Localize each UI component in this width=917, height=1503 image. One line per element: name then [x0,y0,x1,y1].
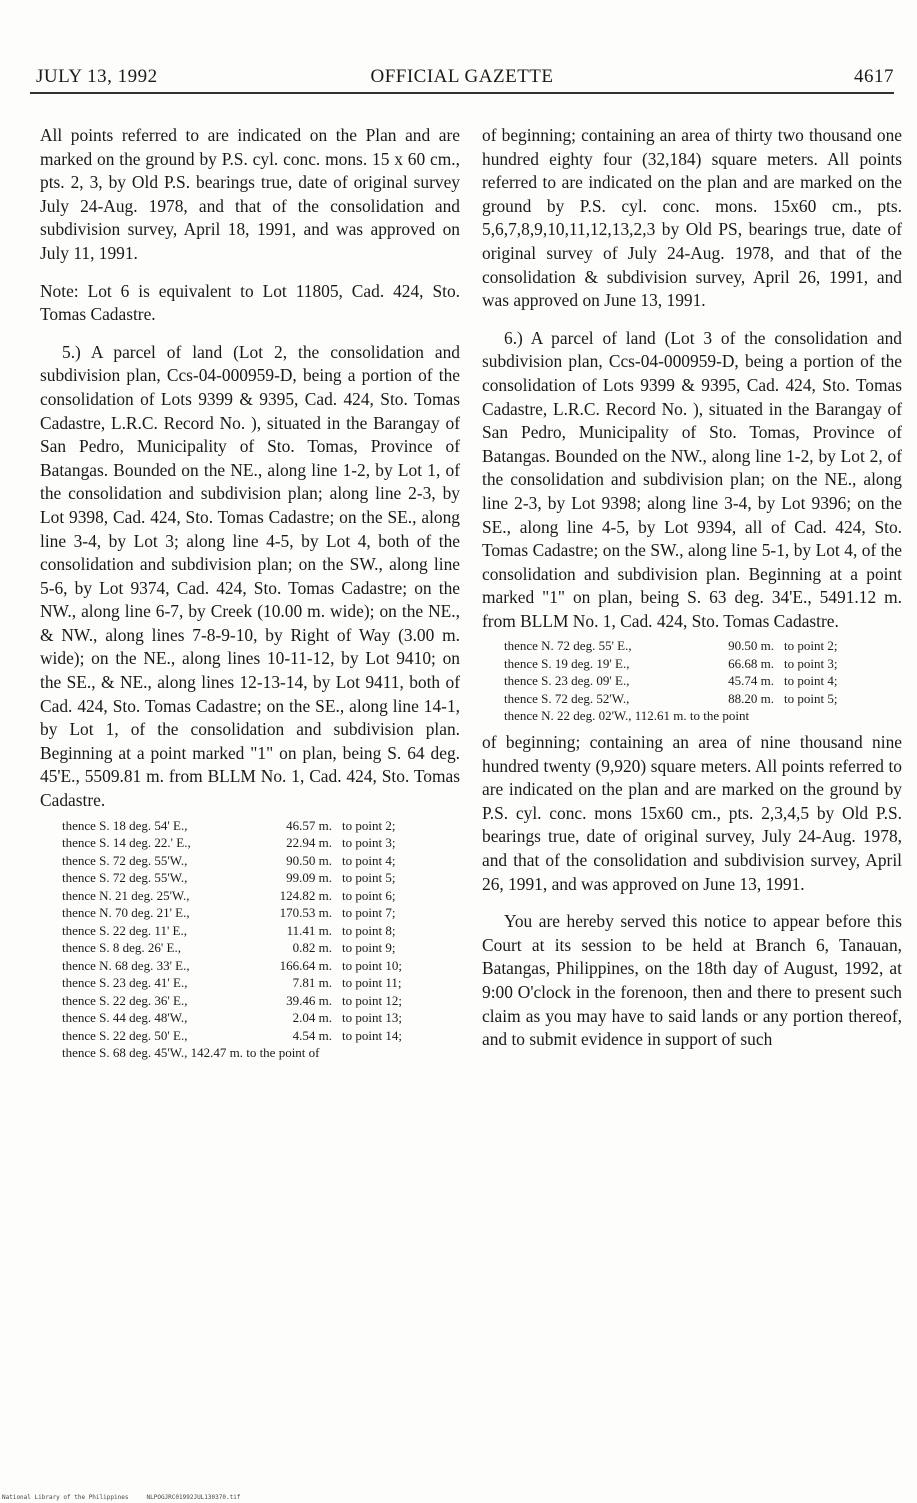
traverse-distance: 22.94 m. [286,835,332,851]
traverse-distance: 4.54 m. [292,1027,332,1043]
traverse-bearing: thence S. 8 deg. 26' E., [62,940,181,956]
right-column [482,124,902,1066]
traverse-distance: 170.53 m. [279,905,332,921]
traverse-bearing: thence S. 18 deg. 54' E., [62,817,188,833]
traverse-destination: to point 11; [342,975,402,991]
traverse-distance: 66.68 m. [728,655,774,671]
traverse-distance: 124.82 m. [279,887,332,903]
left-column [40,124,460,1068]
traverse-destination: to point 3; [784,655,838,671]
paragraph-area-lot-2: of beginning; containing an area of thirty two thousand one hundred eighty four (32,184) square meters. All points referred to are indicated on the plan and are marked on the ground by P.S. cyl. conc. mons. 15x60 cm., pts. 5,6,7,8,9,10,11,12,13,2,3 by Old PS, bearings true, date of original survey of July 24-Aug. 1978, and that of the consolidation & subdivision survey, April 26, 1991, and was approved on June 13, 1991. [482,125,902,311]
traverse-distance: 2.04 m. [292,1010,332,1026]
traverse-bearing: thence S. 72 deg. 55'W., [62,852,188,868]
traverse-destination: to point 9; [342,940,396,956]
traverse-distance: 90.50 m. [728,638,774,654]
traverse-destination: to point 5; [784,690,838,706]
traverse-bearing: thence S. 72 deg. 52'W., [504,690,630,706]
paragraph-lot-5: 5.) A parcel of land (Lot 2, the consolidation and subdivision plan, Ccs-04-000959-D, being a portion of the consolidation of Lots 9399 & 9395, Cad. 424, Sto. Tomas Cadastre, L.R.C. Record No. ), situated in the Barangay of San Pedro, Municipality of Sto. Tomas, Province of Batangas. Bounded on the NE., along line 1-2, by Lot 1, of the consolidation and subdivision plan; along line 2-3, by Lot 9398, Cad. 424, Sto. Tomas Cadastre; on the SE., along line 3-4, by Lot 3; along line 4-5, by Lot 4, both of the consolidation and subdivision plan; on the SW., along line 5-6, by Lot 9374, Cad. 424, Sto. Tomas Cadastre; on the NW., along line 6-7, by Creek (10.00 m. wide); on the NE., & NW., along lines 7-8-9-10, by Right of Way (3.00 m. wide); on the NE., along lines 10-11-12, by Lot 9410; on the SE., & NE., along lines 12-13-14, by Lot 9411, both of Cad. 424, Sto. Tomas Cadastre; on the SE., along line 14-1, by Lot 1, of the consolidation and subdivision plan. Beginning at a point marked "1" on plan, being S. 64 deg. 45'E., 5509.81 m. from BLLM No. 1, Cad. 424, Sto. Tomas Cadastre. [40,341,460,811]
page-number: 4617 [854,66,894,87]
traverse-row [482,690,902,708]
traverse-row [482,672,902,690]
traverse-bearing: thence S. 14 deg. 22.' E., [62,835,191,851]
traverse-row [40,834,460,852]
traverse-distance: 0.82 m. [292,940,332,956]
traverse-destination: to point 13; [342,1010,402,1026]
traverse-row [40,939,460,957]
traverse-distance: 45.74 m. [728,673,774,689]
traverse-bearing: thence N. 72 deg. 55' E., [504,638,632,654]
file-id: NLPOGJRC01992JUL130370.tif [146,1494,241,1501]
traverse-destination: to point 12; [342,992,402,1008]
traverse-row [482,655,902,673]
traverse-row [40,1009,460,1027]
traverse-bearing: thence S. 23 deg. 09' E., [504,673,630,689]
traverse-destination: to point 10; [342,957,402,973]
traverse-final-row: thence S. 68 deg. 45'W., 142.47 m. to the point of [62,1045,320,1061]
traverse-destination: to point 7; [342,905,396,921]
paragraph-area-lot-3: of beginning; containing an area of nine thousand nine hundred twenty (9,920) square meters. All points referred to are indicated on the plan and are marked on the ground by P.S. cyl. conc. mons 15x60 cm., pts. 2,3,4,5 by Old P.S. bearings true, date of original survey, July 24-Aug. 1978, and that of the consolidation and subdivision survey, April 26, 1991, and was approved on June 13, 1991. [482,731,902,894]
traverse-distance: 166.64 m. [279,957,332,973]
traverse-destination: to point 2; [342,817,396,833]
traverse-bearing: thence S. 44 deg. 48'W., [62,1010,188,1026]
traverse-final-row: thence N. 22 deg. 02'W., 112.61 m. to the point [504,708,750,724]
traverse-bearing: thence S. 22 deg. 50' E., [62,1027,188,1043]
issue-date: JULY 13, 1992 [36,66,158,87]
paragraph-lot-6: 6.) A parcel of land (Lot 3 of the consolidation and subdivision plan, Ccs-04-000959-D, being a portion of the consolidation of Lots 9399 & 9395, Cad. 424, Sto. Tomas Cadastre, L.R.C. Record No. ), situated in the Barangay of San Pedro, Municipality of Sto. Tomas, Province of Batangas. Bounded on the NW., along line 1-2, by Lot 2, of the consolidation and subdivision plan; on the NE., along line 2-3, by Lot 9398; along line 3-4, by Lot 9396; on the SE., along line 4-5, by Lot 9394, all of Cad. 424, Sto. Tomas Cadastre; on the SW., along line 5-1, by Lot 4, of the consolidation and subdivision plan. Beginning at a point marked "1" on plan, being S. 63 deg. 34'E., 5491.12 m. from BLLM No. 1, Cad. 424, Sto. Tomas Cadastre. [482,327,902,631]
library-credit: National Library of the Philippines [2,1494,129,1501]
traverse-row [40,852,460,870]
traverse-distance: 90.50 m. [286,852,332,868]
traverse-bearing: thence S. 22 deg. 36' E., [62,992,188,1008]
traverse-row [40,992,460,1010]
traverse-row [40,974,460,992]
traverse-distance: 99.09 m. [286,870,332,886]
traverse-bearing: thence N. 68 deg. 33' E., [62,957,190,973]
traverse-bearing: thence S. 23 deg. 41' E., [62,975,188,991]
traverse-row [40,869,460,887]
traverse-distance: 11.41 m. [286,922,332,938]
header-rule [30,92,894,94]
traverse-bearing: thence N. 21 deg. 25'W., [62,887,190,903]
traverse-bearing: thence S. 22 deg. 11' E., [62,922,187,938]
publication-title: OFFICIAL GAZETTE [370,66,554,87]
paragraph-note: Note: Lot 6 is equivalent to Lot 11805, Cad. 424, Sto. Tomas Cadastre. [40,280,460,325]
traverse-destination: to point 14; [342,1027,402,1043]
scan-footer [2,1494,240,1501]
traverse-destination: to point 4; [342,852,396,868]
paragraph-notice: You are hereby served this notice to appear before this Court at its session to be held at Branch 6, Tanauan, Batangas, Philippines, on the 18th day of August, 1992, at 9:00 O'clock in the forenoon, then and there to present such claim as you may have to said lands or any portion thereof, and to submit evidence in support of such [482,911,902,1050]
traverse-row [40,904,460,922]
traverse-bearing: thence N. 70 deg. 21' E., [62,905,190,921]
traverse-distance: 88.20 m. [728,690,774,706]
traverse-distance: 7.81 m. [292,975,332,991]
traverse-table-lot-2 [40,817,460,1062]
traverse-destination: to point 4; [784,673,838,689]
traverse-destination: to point 2; [784,638,838,654]
traverse-distance: 46.57 m. [286,817,332,833]
traverse-distance: 39.46 m. [286,992,332,1008]
traverse-bearing: thence S. 72 deg. 55'W., [62,870,188,886]
page-header [30,62,894,92]
paragraph-points-referred: All points referred to are indicated on the Plan and are marked on the ground by P.S. cyl. conc. mons. 15 x 60 cm., pts. 2, 3, by Old P.S. bearings true, date of original survey July 24-Aug. 1978, and that of the consolidation and subdivision survey, April 18, 1991, and was approved on July 11, 1991. [40,125,460,263]
traverse-row [482,637,902,655]
traverse-row [40,817,460,835]
traverse-destination: to point 8; [342,922,396,938]
traverse-row [40,922,460,940]
traverse-row [40,887,460,905]
traverse-destination: to point 6; [342,887,396,903]
traverse-destination: to point 3; [342,835,396,851]
traverse-destination: to point 5; [342,870,396,886]
traverse-table-lot-3 [482,637,902,725]
traverse-row [40,957,460,975]
traverse-bearing: thence S. 19 deg. 19' E., [504,655,630,671]
traverse-row [40,1027,460,1045]
